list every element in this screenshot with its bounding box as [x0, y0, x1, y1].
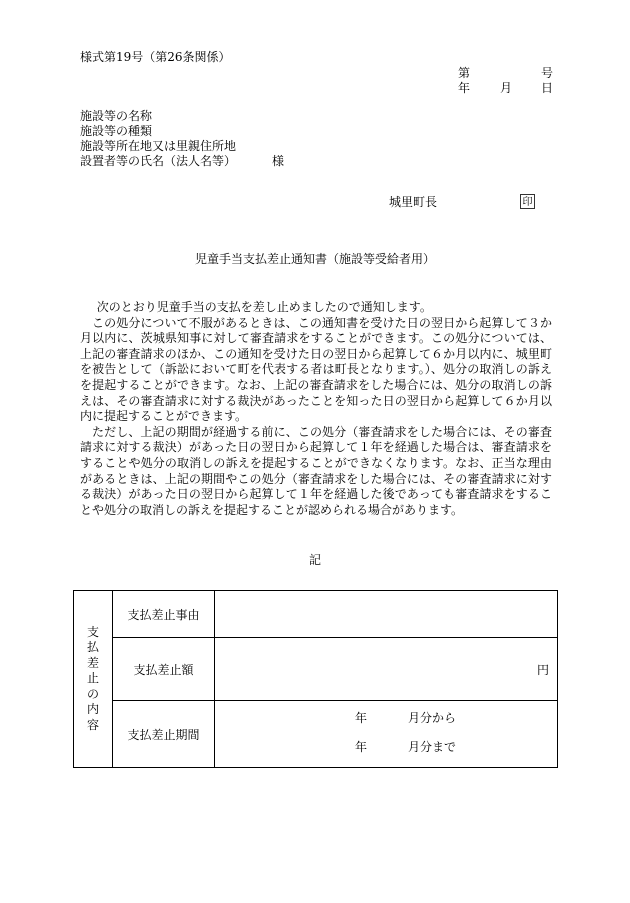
addressee-block [80, 109, 284, 169]
amount-label: 支払差止額 [113, 638, 215, 701]
body-text [80, 300, 552, 518]
period-end-year: 年 [355, 740, 368, 754]
mayor-title: 城里町長 [389, 195, 438, 209]
body-paragraph-3: ただし、上記の期間が経過する前に、この処分（審査請求をした場合には、その審査請求に対する裁決）があった日の翌日から起算して１年を経過した場合は、審査請求をすることや処分の取消しの訴えを提起することができなくなります。なお、正当な理由があるときは、上記の期間やこの処分（審査請求をした場合には、その審査請求に対する裁決）があった日の翌日から起算して１年を経過した後であっても審査請求をすることや処分の取消しの訴えを提起することが認められる場合があります。 [80, 424, 552, 517]
content-table [73, 590, 558, 768]
period-label: 支払差止期間 [113, 701, 215, 768]
reason-value [215, 591, 558, 638]
side-char: 差 [86, 655, 99, 670]
date-month: 月 [500, 81, 513, 95]
facility-name-label: 施設等の名称 [80, 109, 153, 123]
document-number [458, 66, 553, 81]
side-char: 容 [86, 717, 99, 732]
period-value [215, 701, 558, 768]
amount-value [215, 638, 558, 701]
side-char: の [86, 686, 99, 701]
seal-mark: 印 [520, 194, 535, 209]
ki-heading: 記 [308, 553, 321, 567]
document-title: 児童手当支払差止通知書（施設等受給者用） [194, 252, 435, 266]
content-side-label [74, 591, 113, 768]
side-char: 支 [86, 624, 99, 639]
date-year: 年 [458, 81, 471, 95]
operator-name-text: 設置者等の氏名（法人名等） [80, 154, 237, 168]
period-end [355, 740, 555, 755]
period-start [355, 711, 555, 726]
honorific: 様 [272, 154, 285, 168]
number-suffix: 号 [541, 66, 554, 80]
body-paragraph-1: 次のとおり児童手当の支払を差し止めましたので通知します。 [96, 300, 432, 314]
form-number: 様式第19号（第26条関係） [80, 50, 231, 64]
body-paragraph-2: この処分について不服があるときは、この通知書を受けた日の翌日から起算して３か月以内に、茨城県知事に対して審査請求をすることができます。この処分については、上記の審査請求のほか、この通知を受けた日の翌日から起算して６か月以内に、城里町を被告として（訴訟において町を代表する者は町長となります。）、処分の取消しの訴えを提起することができます。なお、上記の審査請求をした場合には、処分の取消しの訴えは、その審査請求に対する裁決があったことを知った日の翌日から起算して６か月以内に提起することができます。 [80, 315, 552, 424]
period-start-month: 月分から [408, 711, 457, 725]
period-start-year: 年 [355, 711, 368, 725]
number-prefix: 第 [458, 66, 471, 80]
side-char: 払 [86, 640, 99, 655]
reason-label: 支払差止事由 [113, 591, 215, 638]
operator-name-label [80, 154, 284, 169]
period-end-month: 月分まで [408, 740, 457, 754]
facility-address-label: 施設等所在地又は里親住所地 [80, 139, 237, 153]
amount-unit: 円 [536, 662, 549, 677]
date-day: 日 [541, 81, 554, 95]
side-char: 内 [86, 702, 99, 717]
document-date [458, 81, 553, 96]
facility-type-label: 施設等の種類 [80, 124, 153, 138]
side-char: 止 [86, 671, 99, 686]
